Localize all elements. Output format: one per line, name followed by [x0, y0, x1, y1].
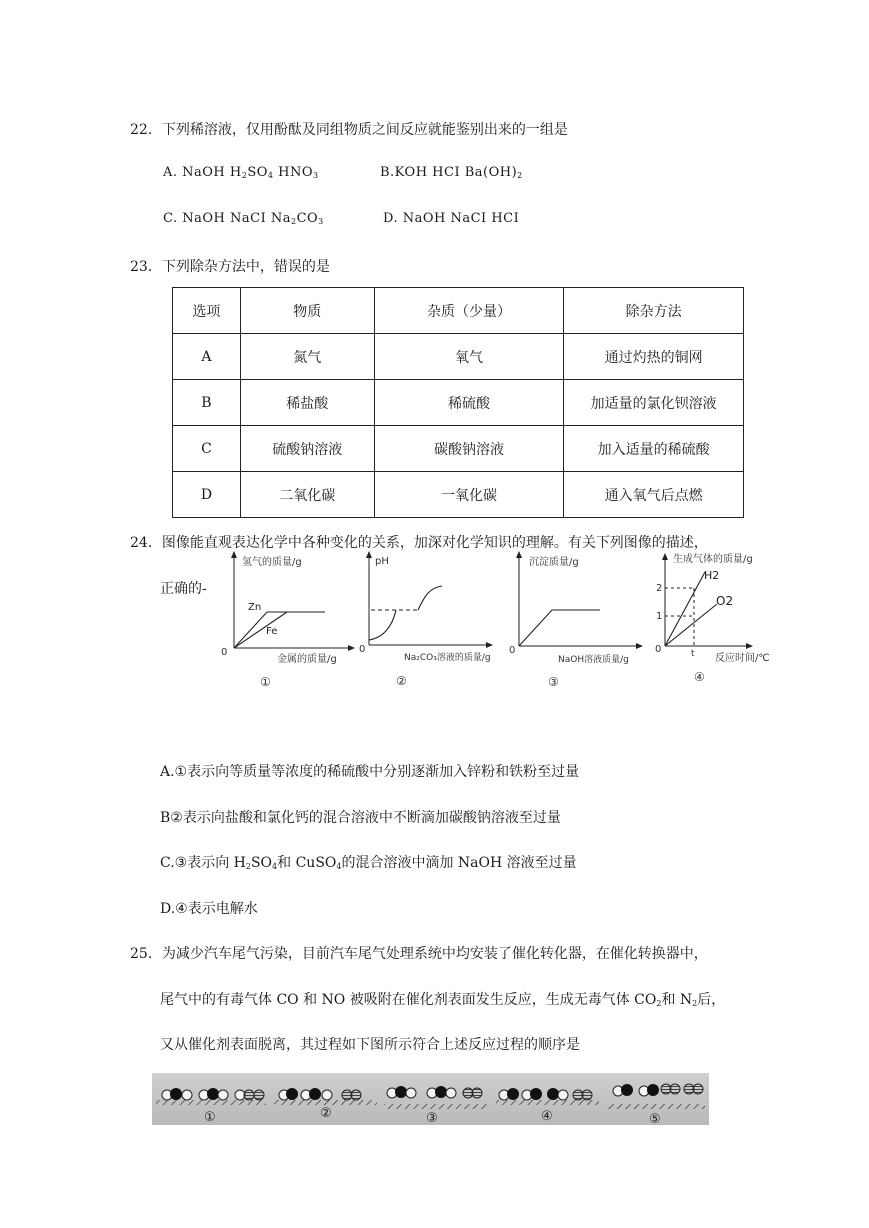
- step-4: [496, 1088, 599, 1124]
- y-arrow: [366, 551, 372, 558]
- table-header-cell: 选项: [173, 288, 241, 334]
- step-2: [274, 1088, 377, 1121]
- q25-line-3: 又从催化剂表面脱离，其过程如下图所示符合上述反应过程的顺序是: [160, 1037, 580, 1053]
- q24-option-a: A.①表示向等质量等浓度的稀硫酸中分别逐渐加入锌粉和铁粉至过量: [160, 764, 580, 780]
- step-4-label: ④: [541, 1109, 553, 1124]
- table-header-cell: 除杂方法: [564, 288, 744, 334]
- table-row: [173, 472, 744, 518]
- graph-2-number: ②: [396, 674, 407, 688]
- catalyst-surface: [607, 1104, 705, 1109]
- table-header-cell: 物质: [240, 288, 374, 334]
- ph-rise-1: [369, 610, 396, 640]
- table-cell: D: [173, 472, 241, 518]
- graph-2-origin: 0: [359, 644, 366, 655]
- graph-4-number: ④: [694, 670, 705, 684]
- table-cell: 通过灼热的铜网: [564, 334, 744, 380]
- purification-table: [172, 287, 744, 518]
- q22-stem: 22．下列稀溶液，仅用酚酞及同组物质之间反应就能鉴别出来的一组是: [130, 122, 568, 138]
- h2-line: [665, 572, 705, 646]
- table-cell: B: [173, 380, 241, 426]
- x-arrow: [746, 643, 753, 649]
- fe-label: Fe: [266, 626, 278, 637]
- q22-option-a: A. NaOH $H_2SO_4$ $HNO_3$: [163, 165, 319, 180]
- ph-rise-2: [418, 586, 442, 610]
- graph-3-xlabel: NaOH溶液质量/g: [558, 655, 629, 665]
- q25-line-1: 25．为减少汽车尾气污染，目前汽车尾气处理系统中均安装了催化转化器，在催化转换器中，: [130, 946, 708, 962]
- graph-2-xlabel: Na₂CO₃溶液的质量/g: [404, 653, 491, 663]
- table-cell: 一氧化碳: [374, 472, 564, 518]
- catalyst-surface: [156, 1100, 266, 1105]
- table-cell: A: [173, 334, 241, 380]
- graph-1-origin: 0: [221, 647, 228, 658]
- graph-4-y1: 1: [656, 611, 663, 622]
- graph-4: [652, 548, 782, 698]
- catalyst-surface: [274, 1100, 377, 1105]
- x-arrow: [348, 645, 355, 651]
- graph-4-ylabel: 生成气体的质量/g: [673, 554, 753, 565]
- graph-1: [215, 548, 355, 698]
- q22-option-c: C. NaOH NaCI $Na_2CO_3$: [163, 211, 324, 226]
- catalyst-surface: [384, 1104, 488, 1109]
- table-cell: 稀盐酸: [240, 380, 374, 426]
- table-cell: 氧气: [374, 334, 564, 380]
- graph-4-origin: 0: [655, 644, 662, 655]
- step-1: [156, 1088, 266, 1125]
- graph-3-number: ③: [548, 675, 559, 689]
- x-arrow: [486, 642, 493, 648]
- table-cell: 加适量的氯化钡溶液: [564, 380, 744, 426]
- table-row: [173, 380, 744, 426]
- graph-3: [506, 548, 646, 698]
- q25-line-2: 尾气中的有毒气体 CO 和 NO 被吸附在催化剂表面发生反应，生成无毒气体 $CO_2$和 $N_2$后，: [160, 992, 726, 1008]
- q24-stem-cont: 正确的-: [160, 581, 207, 597]
- q24-option-d: D.④表示电解水: [160, 901, 258, 917]
- y-arrow: [516, 551, 522, 558]
- x-arrow: [636, 643, 643, 649]
- step-3-label: ③: [426, 1111, 438, 1125]
- graph-2: [356, 548, 496, 698]
- q24-option-c: C.③表示向 $H_2SO_4$和 CuSO$_4$的混合溶液中滴加 NaOH 溶液至过量: [160, 855, 577, 871]
- graph-1-xlabel: 金属的质量/g: [277, 654, 337, 665]
- o2-label: O2: [716, 594, 734, 608]
- graph-1-number: ①: [260, 675, 271, 689]
- table-cell: 二氧化碳: [240, 472, 374, 518]
- table-row: [173, 426, 744, 472]
- table-cell: 碳酸钠溶液: [374, 426, 564, 472]
- table-cell: 氮气: [240, 334, 374, 380]
- q22-option-b: B.KOH HCI $Ba(OH)_2$: [380, 165, 523, 180]
- graph-4-y2: 2: [656, 583, 663, 594]
- catalyst-surface: [496, 1100, 599, 1105]
- graph-3-origin: 0: [509, 645, 516, 656]
- catalyst-process-photo: [152, 1073, 709, 1125]
- graph-4-t: t: [691, 649, 695, 659]
- catalyst-process-illustration: [152, 1073, 709, 1125]
- y-arrow: [231, 551, 237, 558]
- q23-stem: 23．下列除杂方法中，错误的是: [130, 259, 330, 275]
- y-arrow: [662, 553, 668, 560]
- q24-option-b: B②表示向盐酸和氯化钙的混合溶液中不断滴加碳酸钠溶液至过量: [160, 810, 561, 826]
- table-header-row: [173, 288, 744, 334]
- step-5-label: ⑤: [649, 1112, 661, 1125]
- table-header-cell: 杂质（少量）: [374, 288, 564, 334]
- q22-option-d: D. NaOH NaCI HCI: [383, 211, 520, 226]
- precipitate-line: [519, 610, 600, 646]
- step-1-label: ①: [204, 1110, 216, 1125]
- table-cell: C: [173, 426, 241, 472]
- table-cell: 加入适量的稀硫酸: [564, 426, 744, 472]
- fe-line: [234, 612, 287, 648]
- q24-stem: 24．图像能直观表达化学中各种变化的关系，加深对化学知识的理解。有关下列图像的描述，: [130, 535, 708, 551]
- graph-1-ylabel: 氢气的质量/g: [242, 557, 302, 568]
- table-row: [173, 334, 744, 380]
- table-cell: 稀硫酸: [374, 380, 564, 426]
- step-2-label: ②: [320, 1106, 332, 1121]
- graph-3-ylabel: 沉淀质量/g: [529, 557, 579, 568]
- h2-label: H2: [704, 569, 720, 582]
- graph-4-xlabel: 反应时间/℃: [715, 653, 770, 664]
- step-5: [607, 1084, 705, 1125]
- table-cell: 硫酸钠溶液: [240, 426, 374, 472]
- o2-line: [665, 604, 717, 646]
- zn-label: Zn: [248, 602, 262, 613]
- graph-2-ylabel: pH: [375, 556, 389, 567]
- step-3: [384, 1086, 488, 1125]
- table-cell: 通入氧气后点燃: [564, 472, 744, 518]
